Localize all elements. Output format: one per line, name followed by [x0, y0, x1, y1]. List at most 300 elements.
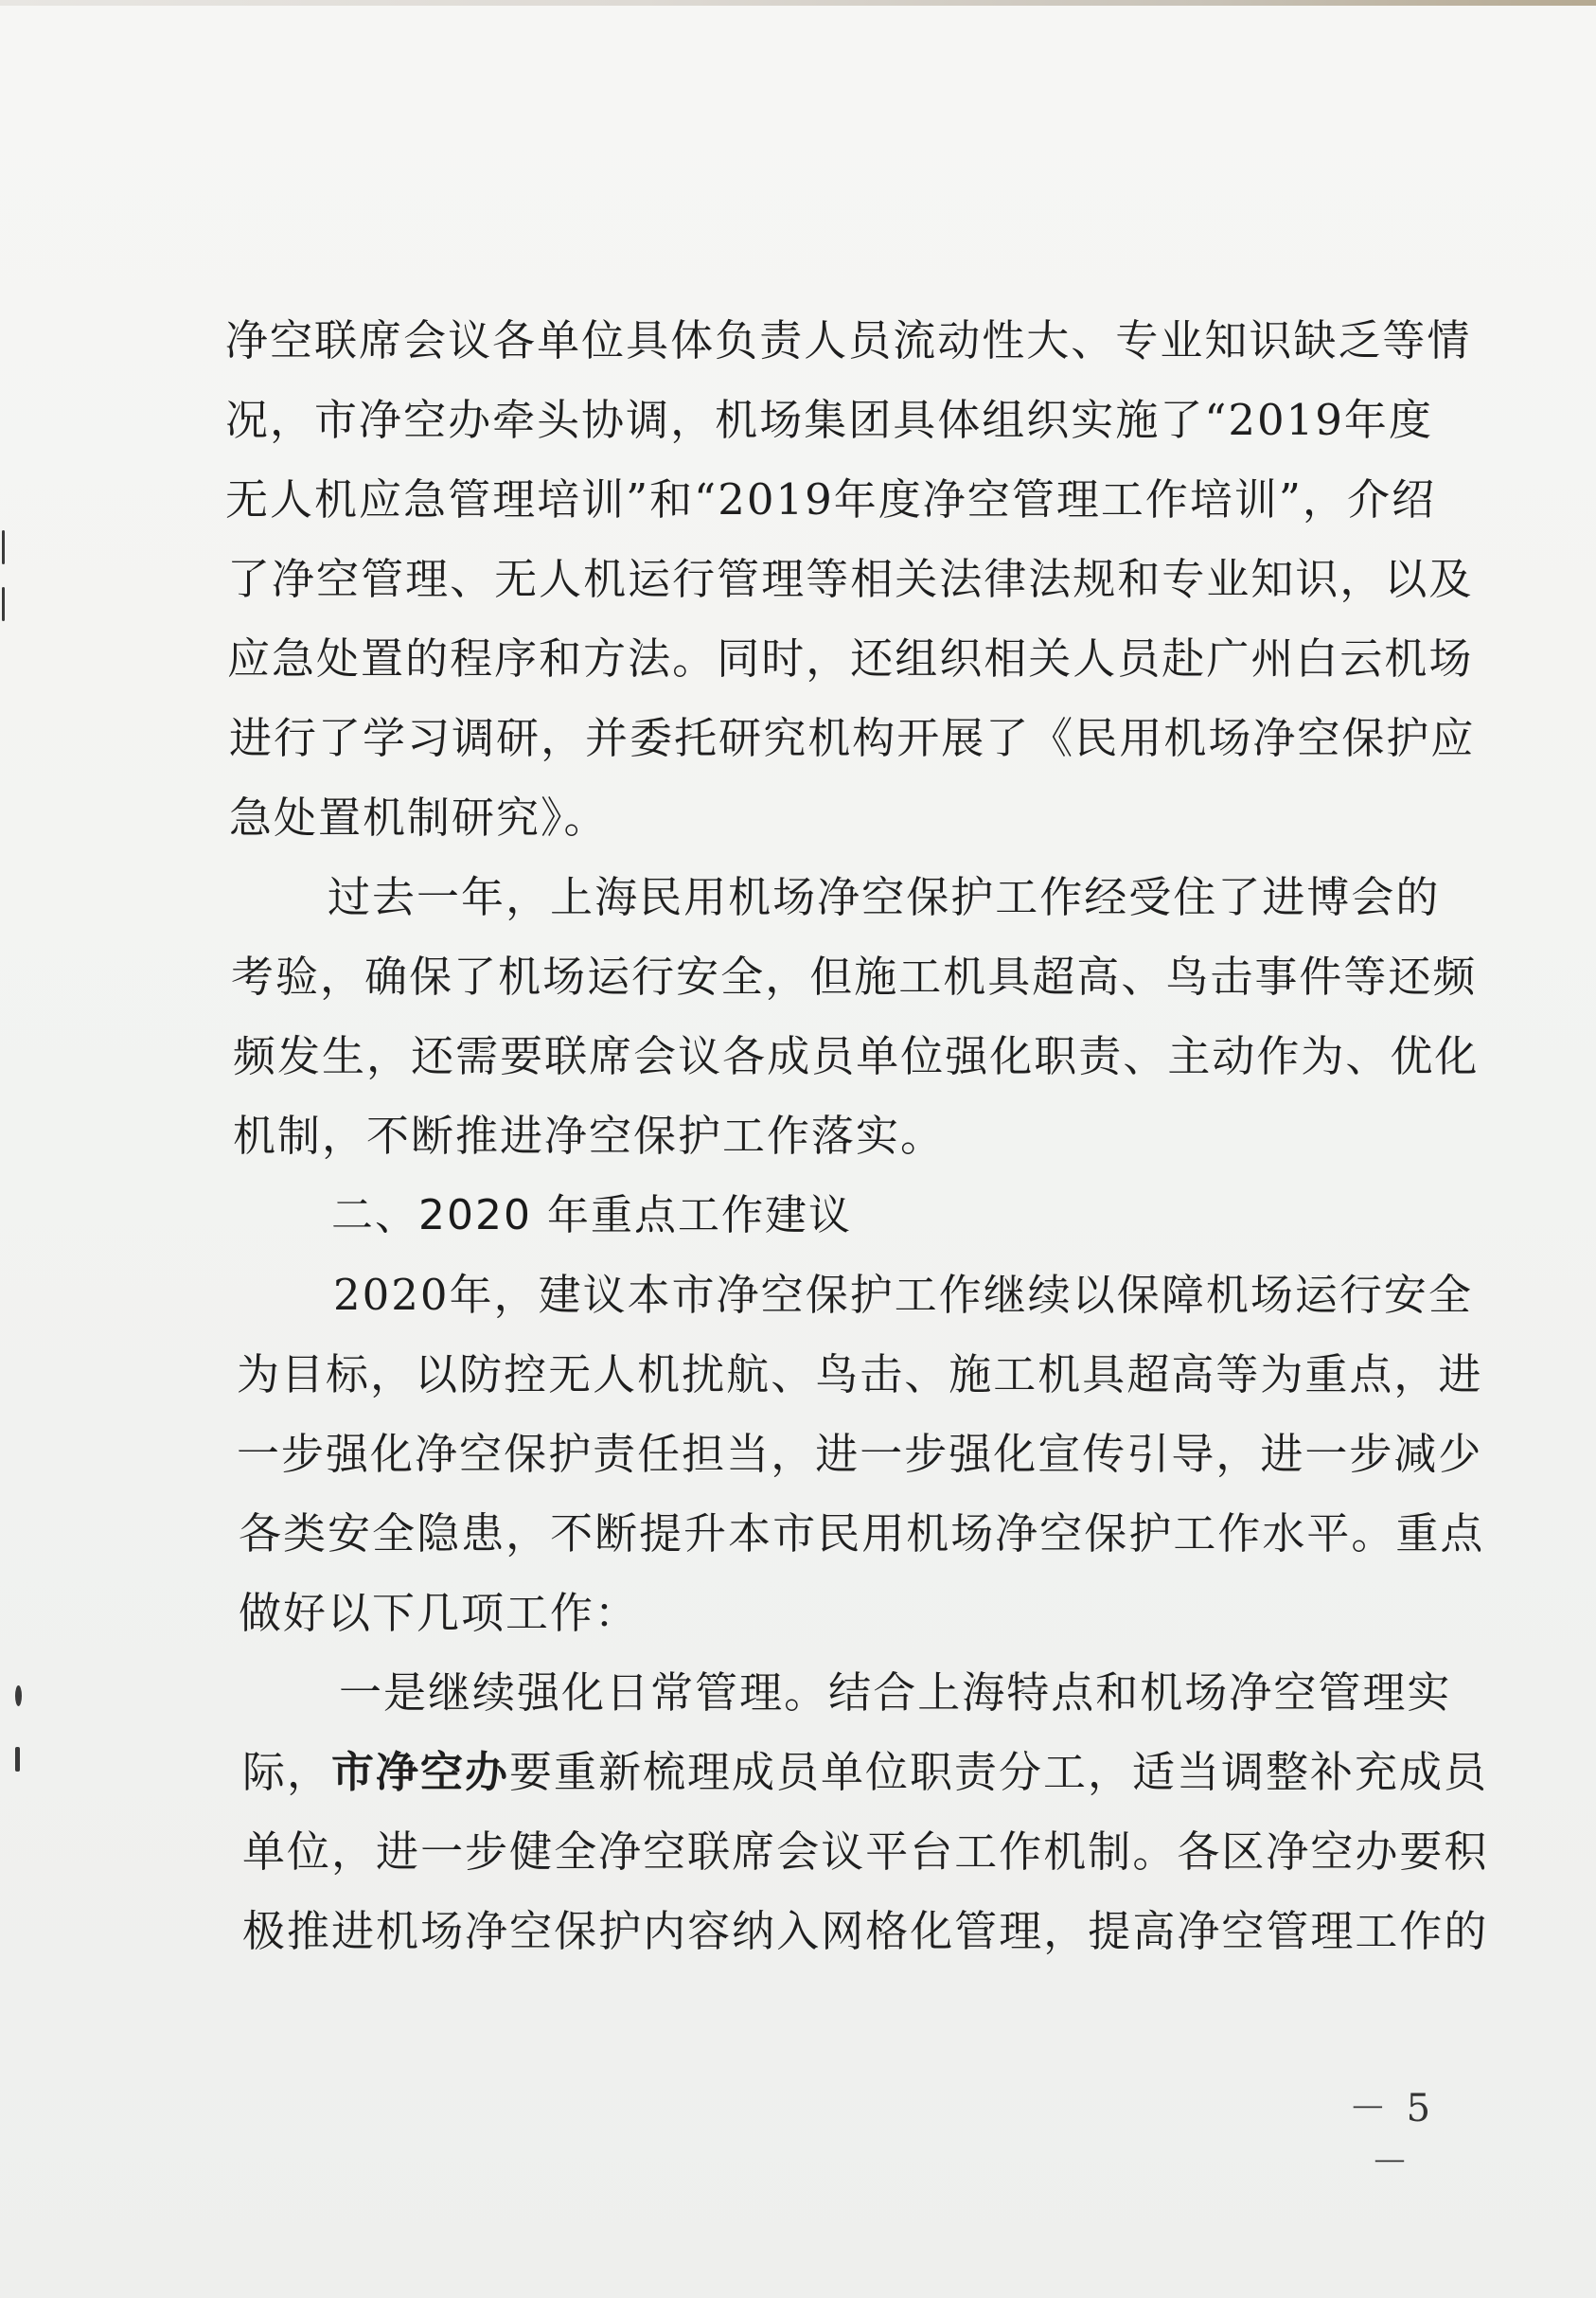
glyph: 介	[1346, 474, 1392, 525]
glyph: 人	[539, 554, 584, 604]
glyph: 以	[415, 1349, 460, 1399]
glyph: 集	[804, 395, 849, 445]
glyph: 议	[448, 315, 493, 365]
glyph: 空	[459, 1429, 505, 1479]
glyph: 护	[1128, 1508, 1174, 1559]
glyph: 9	[1315, 395, 1344, 445]
glyph: 业	[1160, 315, 1205, 365]
glyph: 障	[1161, 1270, 1206, 1320]
glyph: 事	[1254, 952, 1300, 1002]
glyph: 受	[1128, 872, 1174, 922]
glyph: 委	[630, 713, 675, 763]
glyph: 0	[362, 1270, 392, 1320]
glyph: 培	[537, 474, 582, 525]
glyph: 管	[1011, 474, 1056, 525]
glyph: 化	[993, 1429, 1038, 1479]
glyph: ，	[1302, 474, 1347, 525]
glyph: 内	[643, 1906, 688, 1956]
glyph: 机	[583, 554, 629, 604]
glyph: 联	[314, 315, 360, 365]
glyph: 超	[1032, 952, 1077, 1002]
glyph: 机	[637, 1349, 683, 1399]
glyph: 无	[548, 1349, 594, 1399]
glyph: 民	[639, 872, 684, 922]
glyph: 以	[1384, 554, 1429, 604]
glyph: 空	[509, 1906, 555, 1956]
glyph: 位	[287, 1826, 332, 1877]
glyph: 空	[316, 554, 362, 604]
glyph: 施	[949, 1349, 994, 1399]
glyph: 但	[809, 952, 855, 1002]
glyph: 护	[598, 1906, 644, 1956]
glyph: 净	[225, 315, 271, 365]
glyph: 验	[275, 952, 321, 1002]
glyph: 市	[772, 1508, 818, 1559]
text-line	[242, 1824, 1489, 1880]
glyph: 推	[287, 1906, 332, 1956]
text-line: 机制，不断推进净空保护工作落实。	[233, 1111, 946, 1161]
glyph: 净	[995, 1508, 1040, 1559]
text-line	[227, 551, 1474, 608]
glyph: 净	[359, 395, 404, 445]
glyph: 海	[962, 1667, 1007, 1718]
glyph: ，	[493, 1270, 539, 1320]
glyph: 引	[1126, 1429, 1172, 1479]
glyph: 全	[372, 1508, 417, 1559]
glyph: 高	[1076, 952, 1122, 1002]
glyph: 0	[1257, 395, 1286, 445]
glyph: 少	[1438, 1429, 1483, 1479]
glyph: 为	[1260, 1349, 1305, 1399]
glyph: ，	[370, 1349, 416, 1399]
glyph: 空	[1273, 1667, 1319, 1718]
glyph: 管	[717, 554, 762, 604]
glyph: 单	[856, 1031, 901, 1081]
glyph: 年	[1343, 395, 1389, 445]
glyph: 继	[983, 1270, 1028, 1320]
glyph: 、	[1071, 315, 1116, 365]
glyph: 宣	[1037, 1429, 1083, 1479]
glyph: 应	[359, 474, 404, 525]
glyph: 《	[1030, 713, 1075, 763]
glyph: 点	[1440, 1508, 1485, 1559]
glyph: 组	[895, 633, 940, 684]
glyph: 相	[850, 554, 896, 604]
glyph: 理	[761, 554, 807, 604]
glyph: 保	[1341, 713, 1387, 763]
glyph: 工	[1100, 474, 1145, 525]
glyph: 研	[496, 713, 541, 763]
glyph: 议	[678, 1031, 723, 1081]
glyph: 机	[728, 872, 773, 922]
glyph: 。	[672, 633, 718, 684]
glyph: 民	[817, 1508, 862, 1559]
glyph: 过	[328, 872, 373, 922]
glyph: 生	[322, 1031, 367, 1081]
glyph: 需	[455, 1031, 501, 1081]
glyph: 续	[472, 1667, 518, 1718]
glyph: 、	[1345, 1031, 1391, 1081]
glyph: 航	[726, 1349, 771, 1399]
glyph: 赴	[1162, 633, 1207, 684]
glyph: 等	[806, 554, 851, 604]
glyph: 当	[726, 1429, 771, 1479]
glyph: 主	[1167, 1031, 1213, 1081]
glyph: 经	[1084, 872, 1129, 922]
glyph: 化	[370, 1429, 416, 1479]
glyph: 工	[1173, 1508, 1218, 1559]
glyph: 织	[1026, 395, 1072, 445]
glyph: 民	[1074, 713, 1120, 763]
glyph: 场	[420, 1906, 466, 1956]
glyph: 责	[1078, 1031, 1124, 1081]
glyph: 导	[1171, 1429, 1216, 1479]
glyph: 净	[272, 554, 317, 604]
glyph: 各	[722, 1031, 768, 1081]
glyph: 牵	[492, 395, 538, 445]
text-line	[225, 472, 1436, 528]
text-segment: 际，	[242, 1747, 332, 1797]
glyph: 净	[1252, 713, 1298, 763]
glyph: 法	[1028, 554, 1073, 604]
glyph: 工	[898, 952, 944, 1002]
glyph: 度	[1388, 395, 1433, 445]
glyph: 无	[494, 554, 540, 604]
glyph: 机	[376, 1906, 421, 1956]
glyph: 各	[239, 1508, 284, 1559]
glyph: 关	[1028, 633, 1073, 684]
glyph: 具	[987, 952, 1033, 1002]
glyph: 本	[728, 1508, 773, 1559]
glyph: 强	[945, 1031, 990, 1081]
glyph: 、	[904, 1349, 949, 1399]
glyph: 席	[732, 1826, 777, 1877]
glyph: 具	[893, 395, 938, 445]
glyph: 场	[950, 1508, 996, 1559]
glyph: 管	[954, 1906, 1000, 1956]
glyph: 职	[1034, 1031, 1079, 1081]
glyph: 具	[1082, 1349, 1127, 1399]
glyph: 相	[984, 633, 1029, 684]
glyph: 保	[1116, 1270, 1162, 1320]
glyph: 大	[1026, 315, 1072, 365]
glyph: ，	[366, 1031, 412, 1081]
glyph: 考	[231, 952, 276, 1002]
glyph: 提	[639, 1508, 684, 1559]
glyph: 健	[509, 1826, 555, 1877]
glyph: 护	[849, 1270, 895, 1320]
glyph: ，	[320, 952, 365, 1002]
glyph: 水	[1262, 1508, 1307, 1559]
glyph: 识	[1249, 315, 1294, 365]
glyph: 用	[861, 1508, 907, 1559]
glyph: 工	[1355, 1906, 1400, 1956]
glyph: 行	[631, 952, 677, 1002]
glyph: 积	[1444, 1826, 1489, 1877]
glyph: 实	[1407, 1667, 1452, 1718]
glyph: 理	[739, 1667, 785, 1718]
glyph: 的	[405, 633, 451, 684]
glyph: 知	[1204, 315, 1250, 365]
text-line	[333, 1267, 1473, 1324]
page-number: － 5 －	[1348, 2087, 1435, 2184]
glyph: 任	[637, 1429, 683, 1479]
glyph: ，	[541, 713, 586, 763]
glyph: 化	[910, 1906, 955, 1956]
glyph: 织	[939, 633, 984, 684]
glyph: 、	[450, 554, 495, 604]
glyph: 净	[1177, 1906, 1222, 1956]
glyph: 进	[1438, 1349, 1483, 1399]
glyph: 专	[1115, 315, 1161, 365]
glyph: 法	[939, 554, 984, 604]
text-line	[227, 631, 1474, 687]
glyph: 作	[1144, 474, 1190, 525]
glyph: 升	[683, 1508, 729, 1559]
glyph: 强	[517, 1667, 562, 1718]
glyph: 净	[716, 1270, 761, 1320]
glyph: 机	[1384, 633, 1429, 684]
glyph: 。	[784, 1667, 829, 1718]
glyph: 州	[1250, 633, 1296, 684]
glyph: 净	[415, 1429, 460, 1479]
glyph: 联	[544, 1031, 590, 1081]
glyph: 重	[1395, 1508, 1441, 1559]
glyph: 1	[1286, 395, 1316, 445]
glyph: 广	[1206, 633, 1251, 684]
glyph: 员	[848, 315, 894, 365]
glyph: 日	[606, 1667, 651, 1718]
glyph: 用	[683, 872, 729, 922]
glyph: 要	[1399, 1826, 1445, 1877]
glyph: 作	[1256, 1031, 1302, 1081]
glyph: 保	[805, 1270, 850, 1320]
glyph: 托	[674, 713, 719, 763]
glyph: 作	[938, 1270, 984, 1320]
glyph: 工	[954, 1826, 1000, 1877]
glyph: 流	[893, 315, 938, 365]
glyph: 空	[1039, 1508, 1085, 1559]
glyph: 全	[720, 952, 766, 1002]
glyph: 急	[272, 633, 317, 684]
glyph: 步	[1349, 1429, 1394, 1479]
glyph: 动	[1212, 1031, 1257, 1081]
glyph: 全	[554, 1826, 599, 1877]
glyph: 场	[1184, 1667, 1230, 1718]
glyph: 超	[1126, 1349, 1172, 1399]
glyph: 单	[537, 315, 582, 365]
glyph: 机	[715, 395, 760, 445]
glyph: 一	[417, 872, 462, 922]
glyph: 位	[900, 1031, 946, 1081]
glyph: 区	[1221, 1826, 1267, 1877]
glyph: 序	[494, 633, 540, 684]
glyph: 保	[504, 1429, 549, 1479]
glyph: 的	[1444, 1906, 1489, 1956]
glyph: 进	[331, 1906, 377, 1956]
glyph: 一	[237, 1429, 282, 1479]
glyph: 年	[449, 1270, 494, 1320]
glyph: 度	[878, 474, 923, 525]
glyph: 作	[1399, 1906, 1445, 1956]
glyph: 理	[1055, 474, 1101, 525]
text-line	[339, 1665, 1452, 1721]
glyph: 会	[403, 315, 449, 365]
glyph: 机	[1043, 1826, 1089, 1877]
glyph: 。	[1132, 1826, 1178, 1877]
glyph: 办	[448, 395, 493, 445]
glyph: 净	[598, 1826, 644, 1877]
glyph: ，	[1043, 1906, 1089, 1956]
glyph: 场	[1428, 633, 1474, 684]
glyph: 进	[229, 713, 275, 763]
glyph: 频	[233, 1031, 278, 1081]
glyph: 净	[922, 474, 967, 525]
glyph: 联	[687, 1826, 733, 1877]
glyph: 继	[428, 1667, 473, 1718]
glyph: 担	[682, 1429, 727, 1479]
glyph: 化	[561, 1667, 607, 1718]
glyph: 管	[1318, 1667, 1363, 1718]
glyph: 云	[1339, 633, 1385, 684]
glyph: 理	[405, 554, 451, 604]
glyph: 了	[227, 554, 273, 604]
glyph: ”	[626, 474, 650, 525]
glyph: 场	[1250, 1270, 1295, 1320]
glyph: 急	[403, 474, 449, 525]
glyph: ，	[505, 1508, 551, 1559]
glyph: 标	[326, 1349, 371, 1399]
text-line	[225, 312, 1472, 369]
glyph: 机	[1037, 1349, 1083, 1399]
glyph: ，	[270, 395, 315, 445]
glyph: 各	[492, 315, 538, 365]
glyph: 点	[1349, 1349, 1394, 1399]
glyph: 管	[695, 1667, 740, 1718]
glyph: 员	[1117, 633, 1162, 684]
glyph: 、	[1121, 952, 1166, 1002]
glyph: 0	[746, 474, 776, 525]
glyph: 训	[581, 474, 627, 525]
text-line	[242, 1744, 1489, 1801]
glyph: 单	[242, 1826, 288, 1877]
glyph: 性	[982, 315, 1027, 365]
glyph: 年	[833, 474, 878, 525]
glyph: 发	[277, 1031, 323, 1081]
glyph: 提	[1088, 1906, 1133, 1956]
glyph: ，	[1393, 1349, 1439, 1399]
glyph: 网	[821, 1906, 866, 1956]
glyph: 1	[775, 474, 806, 525]
glyph: 安	[1383, 1270, 1428, 1320]
glyph: ，	[1215, 1429, 1261, 1479]
glyph: 类	[283, 1508, 328, 1559]
glyph: 等	[1382, 315, 1428, 365]
glyph: 施	[854, 952, 899, 1002]
glyph: 理	[999, 1906, 1044, 1956]
glyph: 负	[715, 315, 760, 365]
text-line	[242, 1903, 1489, 1960]
glyph: 工	[995, 872, 1040, 922]
glyph: 人	[593, 1349, 638, 1399]
glyph: 机	[498, 952, 543, 1002]
text-line: 做好以下几项工作：	[239, 1588, 640, 1638]
glyph: 还	[411, 1031, 456, 1081]
glyph: 调	[626, 395, 671, 445]
glyph: 上	[550, 872, 595, 922]
glyph: 断	[594, 1508, 640, 1559]
text-line	[239, 1505, 1485, 1562]
glyph: 隐	[417, 1508, 462, 1559]
glyph: 场	[1208, 713, 1253, 763]
glyph: 安	[676, 952, 721, 1002]
glyph: 建	[538, 1270, 583, 1320]
glyph: 高	[1171, 1349, 1216, 1399]
glyph: 情	[1427, 315, 1472, 365]
glyph: 化	[989, 1031, 1035, 1081]
glyph: 法	[628, 633, 673, 684]
glyph: 护	[950, 872, 996, 922]
glyph: 况	[225, 395, 271, 445]
glyph: 空	[403, 395, 449, 445]
glyph: ，	[1339, 554, 1385, 604]
glyph: 了	[1160, 395, 1205, 445]
glyph: ，	[771, 1429, 816, 1479]
glyph: 运	[587, 952, 632, 1002]
glyph: 研	[718, 713, 764, 763]
glyph: 保	[409, 952, 454, 1002]
glyph: 乏	[1338, 315, 1383, 365]
glyph: 鸟	[1165, 952, 1211, 1002]
glyph: 住	[1173, 872, 1218, 922]
glyph: 和	[539, 633, 584, 684]
glyph: 机	[314, 474, 360, 525]
glyph: 习	[407, 713, 452, 763]
glyph: 频	[1432, 952, 1478, 1002]
glyph: 等	[1215, 1349, 1261, 1399]
glyph: 保	[1084, 1508, 1129, 1559]
glyph: 了	[453, 952, 499, 1002]
glyph: 应	[1430, 713, 1476, 763]
glyph: 为	[1301, 1031, 1346, 1081]
text-line	[237, 1426, 1483, 1483]
glyph: 培	[1189, 474, 1234, 525]
glyph: ，	[765, 952, 810, 1002]
glyph: 人	[804, 315, 849, 365]
glyph: 议	[582, 1270, 628, 1320]
glyph: 空	[1297, 713, 1342, 763]
glyph: 会	[776, 1826, 822, 1877]
glyph: 和	[1095, 1667, 1141, 1718]
glyph: 工	[993, 1349, 1038, 1399]
emphasized-text: 市净空办	[331, 1747, 510, 1797]
glyph: 行	[672, 554, 718, 604]
glyph: 击	[860, 1349, 905, 1399]
glyph: 机	[1163, 713, 1209, 763]
glyph: 还	[1388, 952, 1433, 1002]
glyph: 位	[581, 315, 627, 365]
glyph: 的	[1395, 872, 1441, 922]
glyph: 场	[542, 952, 588, 1002]
glyph: 确	[364, 952, 410, 1002]
glyph: 台	[910, 1826, 955, 1877]
glyph: 进	[1260, 1429, 1305, 1479]
glyph: 平	[1306, 1508, 1352, 1559]
glyph: 业	[1206, 554, 1251, 604]
glyph: 击	[1210, 952, 1255, 1002]
glyph: 一	[339, 1667, 384, 1718]
glyph: ，	[670, 395, 716, 445]
